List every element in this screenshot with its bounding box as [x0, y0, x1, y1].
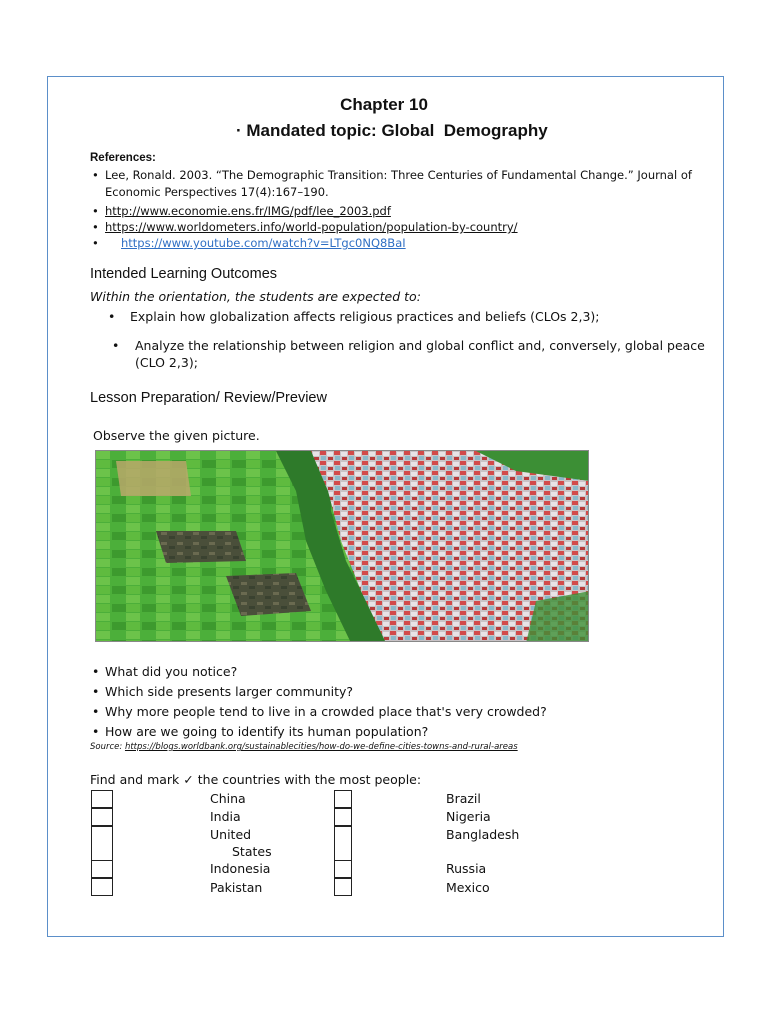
reference-item-4	[92, 235, 692, 252]
bullet-icon: •	[92, 204, 99, 218]
reference-item-1-cont: Economic Perspectives 17(4):167–190.	[105, 185, 329, 199]
country-russia: Russia	[446, 861, 487, 876]
country-indonesia: Indonesia	[210, 861, 271, 876]
country-brazil: Brazil	[446, 791, 481, 806]
aerial-photo-graphic	[96, 451, 589, 642]
activity-instruction: Find and mark ✓ the countries with the most people:	[90, 772, 422, 787]
references-heading: References:	[90, 152, 156, 164]
checkmark-icon: ✓	[183, 772, 194, 787]
aerial-photo-rural-vs-urban	[95, 450, 589, 642]
country-mexico: Mexico	[446, 880, 490, 895]
reference-link-economie[interactable]: http://www.economie.ens.fr/IMG/pdf/lee_2003.pdf	[105, 204, 391, 218]
reference-item-3	[92, 219, 692, 236]
checkbox-mexico[interactable]	[334, 878, 352, 896]
source-link[interactable]: https://blogs.worldbank.org/sustainablecities/how-do-we-define-cities-towns-and-rural-areas	[124, 742, 518, 752]
image-source: Source: https://blogs.worldbank.org/sustainablecities/how-do-we-define-cities-towns-and-rural-areas	[90, 742, 518, 752]
checkbox-brazil[interactable]	[334, 790, 352, 808]
bullet-icon: •	[92, 664, 100, 679]
outcome-item-2-cont: (CLO 2,3);	[135, 355, 198, 370]
country-united: United	[210, 827, 252, 842]
country-china: China	[210, 791, 246, 806]
checkbox-china[interactable]	[91, 790, 113, 808]
checkbox-india[interactable]	[91, 808, 113, 826]
bullet-icon: •	[92, 168, 99, 182]
question-item-2: • Which side presents larger community?	[92, 682, 353, 702]
outcome-item-1: • Explain how globalization affects religious practices and beliefs (CLOs 2,3);	[108, 309, 600, 324]
bullet-icon: •	[92, 236, 99, 250]
question-item-1: • What did you notice?	[92, 662, 237, 682]
lesson-instruction: Observe the given picture.	[93, 428, 260, 443]
checkbox-united-states[interactable]	[91, 826, 113, 861]
bullet-icon: •	[92, 724, 100, 739]
topic-title: · Mandated topic: Global Demography	[236, 121, 548, 140]
checkbox-russia[interactable]	[334, 860, 352, 878]
lesson-heading: Lesson Preparation/ Review/Preview	[90, 390, 327, 406]
outcome-item-2: • Analyze the relationship between religion and global conflict and, conversely, global peace	[112, 338, 705, 353]
checkbox-pakistan[interactable]	[91, 878, 113, 896]
checkbox-indonesia[interactable]	[91, 860, 113, 878]
reference-item-1: • Lee, Ronald. 2003. “The Demographic Transition: Three Centuries of Fundamental Change.” Journal of	[92, 168, 692, 182]
checkbox-nigeria[interactable]	[334, 808, 352, 826]
reference-item-2	[92, 203, 692, 220]
question-item-4: • How are we going to identify its human population?	[92, 722, 428, 742]
bullet-icon: •	[92, 220, 99, 234]
bullet-icon: •	[108, 309, 116, 324]
bullet-icon: •	[92, 684, 100, 699]
outcomes-heading: Intended Learning Outcomes	[90, 266, 278, 282]
reference-link-worldometers[interactable]: https://www.worldometers.info/world-population/population-by-country/	[105, 220, 518, 234]
country-bangladesh: Bangladesh	[446, 827, 520, 842]
country-states: States	[232, 844, 272, 859]
question-item-3: • Why more people tend to live in a crowded place that's very crowded?	[92, 702, 547, 722]
bullet-icon: •	[92, 704, 100, 719]
checkbox-bangladesh[interactable]	[334, 826, 352, 861]
country-india: India	[210, 809, 241, 824]
country-pakistan: Pakistan	[210, 880, 263, 895]
chapter-title: Chapter 10	[340, 95, 428, 114]
country-nigeria: Nigeria	[446, 809, 491, 824]
bullet-icon: •	[112, 338, 120, 353]
reference-link-youtube[interactable]: https://www.youtube.com/watch?v=LTgc0NQ8BaI	[121, 236, 406, 250]
outcomes-intro: Within the orientation, the students are expected to:	[90, 289, 421, 304]
